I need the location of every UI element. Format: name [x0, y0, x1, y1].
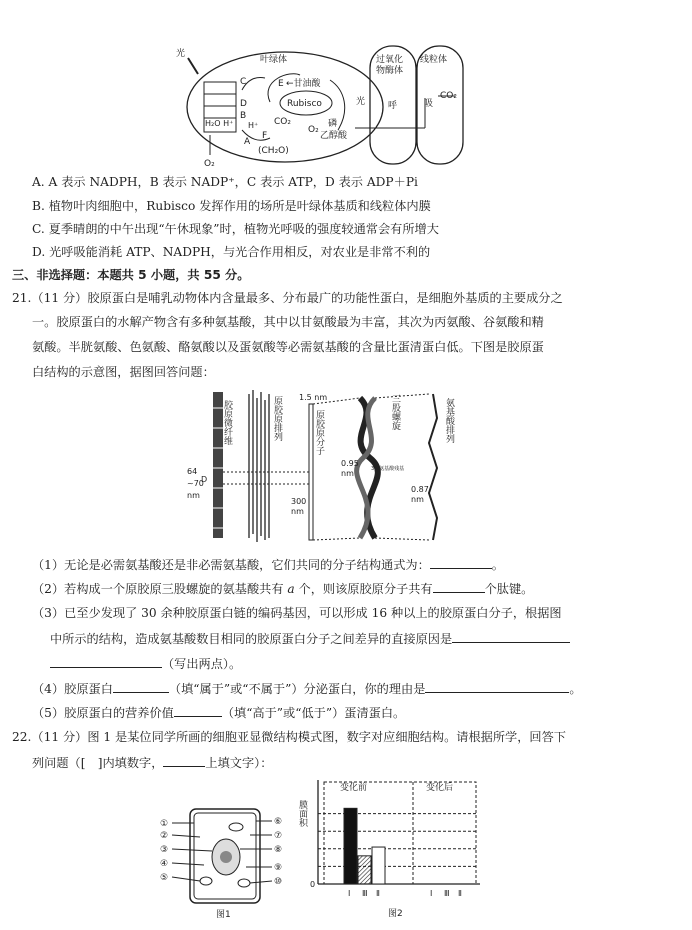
tick-before: Ⅲ — [362, 889, 368, 898]
arrangement-lines — [249, 390, 269, 542]
num-1: ① — [160, 819, 169, 829]
helix-label: 三股螺旋 — [390, 394, 400, 430]
peroxisome-label-2: 物酶体 — [376, 66, 404, 76]
q21-sub1: （1）无论是必需氨基酸还是非必需氨基酸，它们共同的分子结构通式为： 。 — [32, 558, 504, 572]
q21-line-2: 一。胶原蛋白的水解产物含有多种氨基酸，其中以甘氨酸最为丰富，其次为丙氨酸、谷氨酸和精 — [32, 315, 544, 329]
rubisco-label: Rubisco — [287, 99, 322, 109]
num-9: ⑨ — [274, 863, 283, 873]
section-heading: 三、非选择题：本题共 5 小题，共 55 分。 — [12, 268, 250, 282]
answer-blank-4a[interactable] — [113, 680, 169, 693]
bar-Ⅱ — [358, 856, 371, 884]
photorespiration-diagram — [170, 40, 470, 170]
molecule-label: 原胶原分子 — [314, 410, 324, 455]
nm64-label: 64 — [187, 467, 198, 476]
hplus-label: H⁺ — [248, 121, 259, 130]
absorb-label: 吸 — [424, 99, 434, 109]
label-C: C — [240, 77, 247, 87]
membrane-area-chart-fig2 — [297, 778, 485, 920]
tick-after: Ⅰ — [430, 889, 433, 898]
resp-label: 呼 — [388, 101, 398, 111]
light2-label: 光 — [356, 97, 366, 107]
o2-out-label: O₂ — [204, 159, 215, 169]
label-F: F — [262, 131, 268, 141]
label-B: B — [240, 111, 247, 121]
bar-Ⅲ — [372, 847, 385, 884]
glycolate-label-1: 磷 — [328, 119, 338, 129]
q22-line-2: 列问题（[ ]内填数字， 上填文字）： — [32, 756, 273, 770]
nm15-label: 1.5 nm — [299, 393, 328, 402]
group-label-after: 变化后 — [426, 783, 454, 793]
q21-sub3b: 中所示的结构，造成氨基酸数目相同的胶原蛋白分子之间差异的直接原因是 — [50, 630, 570, 647]
co2-label: CO₂ — [274, 117, 291, 127]
bar-Ⅰ — [344, 808, 357, 884]
nm300b-label: nm — [291, 507, 304, 516]
option-a: A. A 表示 NADPH，B 表示 NADP⁺，C 表示 ATP，D 表示 ADP＋Pi — [32, 175, 418, 189]
nm300-label: 300 — [291, 497, 307, 506]
num-5: ⑤ — [160, 873, 169, 883]
tick-after: Ⅲ — [444, 889, 450, 898]
co2-out-label: CO₂ — [440, 91, 457, 101]
fig1-caption: 图1 — [216, 910, 231, 920]
group-label-before: 变化前 — [340, 783, 368, 793]
tick-after: Ⅱ — [458, 889, 462, 898]
q22-line-1: 22.（11 分）图 1 是某位同学所画的细胞亚显微结构模式图，数字对应细胞结构。请根据所学，回答下 — [12, 730, 566, 744]
q21-sub5: （5）胶原蛋白的营养价值 （填“高于”或“低于”）蛋清蛋白。 — [32, 706, 406, 720]
label-A: A — [244, 137, 251, 147]
collagen-structure-figure — [185, 388, 475, 546]
num-10: ⑩ — [274, 877, 283, 887]
mitochondrion-label: 线粒体 — [420, 55, 448, 65]
option-b: B. 植物叶肉细胞中，Rubisco 发挥作用的场所是叶绿体基质和线粒体内膜 — [32, 199, 431, 213]
y-axis-label: 膜面积 — [297, 800, 307, 827]
label-D: D — [240, 99, 247, 109]
cell-diagram-fig1 — [160, 805, 290, 920]
num-3: ③ — [160, 845, 169, 855]
answer-blank-5[interactable] — [174, 704, 222, 717]
q21-line-1: 21.（11 分）胶原蛋白是哺乳动物体内含量最多、分布最广的功能性蛋白，是细胞外基质的主要成分之 — [12, 291, 563, 305]
label-E: E — [278, 79, 284, 89]
q21-line-4: 白结构的示意图，据图回答问题： — [32, 365, 215, 379]
option-d: D. 光呼吸能消耗 ATP、NADPH，与光合作用相反，对农业是非常不利的 — [32, 245, 431, 259]
answer-blank-2[interactable] — [433, 580, 485, 593]
num-4: ④ — [160, 859, 169, 869]
d-label: D — [201, 475, 208, 484]
answer-blank-3a[interactable] — [452, 630, 570, 643]
water-label: H₂O H⁺ — [205, 119, 234, 128]
answer-blank-1[interactable] — [430, 556, 492, 569]
answer-blank-q22[interactable] — [163, 754, 205, 767]
peroxisome-label-1: 过氧化 — [376, 55, 404, 65]
q21-line-3: 氨酸。半胱氨酸、色氨酸、酪氨酸以及蛋氨酸等必需氨基酸的含量比蛋清蛋白低。下图是胶原蛋 — [32, 340, 544, 354]
origin-label: 0 — [310, 880, 316, 889]
answer-blank-4b[interactable] — [425, 680, 569, 693]
chloroplast-label: 叶绿体 — [260, 55, 288, 65]
glycolate-label-2: 乙醇酸 — [320, 131, 348, 141]
q21-sub4: （4）胶原蛋白 （填“属于”或“不属于”）分泌蛋白，你的理由是 。 — [32, 682, 582, 696]
num-8: ⑧ — [274, 845, 283, 855]
o2-label: O₂ — [308, 125, 319, 135]
nm-label: nm — [187, 491, 200, 500]
q21-sub2: （2）若构成一个原胶原三股螺旋的氨基酸共有 a 个，则该原胶原分子共有 个肽键。 — [32, 582, 534, 596]
q21-sub3a: （3）已至少发现了 30 余种胶原蛋白链的编码基因，可以形成 16 种以上的胶原蛋白分子，根据图 — [32, 606, 562, 620]
q21-sub3c: （写出两点）。 — [50, 655, 241, 672]
num-2: ② — [160, 831, 169, 841]
arrangement-label: 原胶原排列 — [272, 396, 282, 441]
nm087-label: 0.87 — [411, 485, 429, 494]
option-c: C. 夏季晴朗的中午出现“午休现象”时，植物光呼吸的强度较通常会有所增大 — [32, 222, 439, 236]
answer-blank-3b[interactable] — [50, 655, 162, 668]
nm095-label: 0.95 — [341, 459, 359, 468]
nm087b-label: nm — [411, 495, 424, 504]
glycerate-label: ←甘油酸 — [286, 79, 321, 89]
aa-label: 氨基酸排列 — [444, 398, 454, 443]
tick-before: Ⅱ — [376, 889, 380, 898]
fig2-caption: 图2 — [388, 909, 403, 919]
nm70-label: ~70 — [187, 479, 204, 488]
num-7: ⑦ — [274, 831, 283, 841]
res-label: 3个氨基酸残基 — [371, 466, 405, 472]
light-label: 光 — [176, 49, 186, 59]
tick-before: Ⅰ — [348, 889, 351, 898]
ch2o-label: (CH₂O) — [258, 146, 289, 156]
num-6: ⑥ — [274, 817, 283, 827]
nm095b-label: nm — [341, 469, 354, 478]
fibril-label: 胶原微纤维 — [222, 400, 232, 445]
